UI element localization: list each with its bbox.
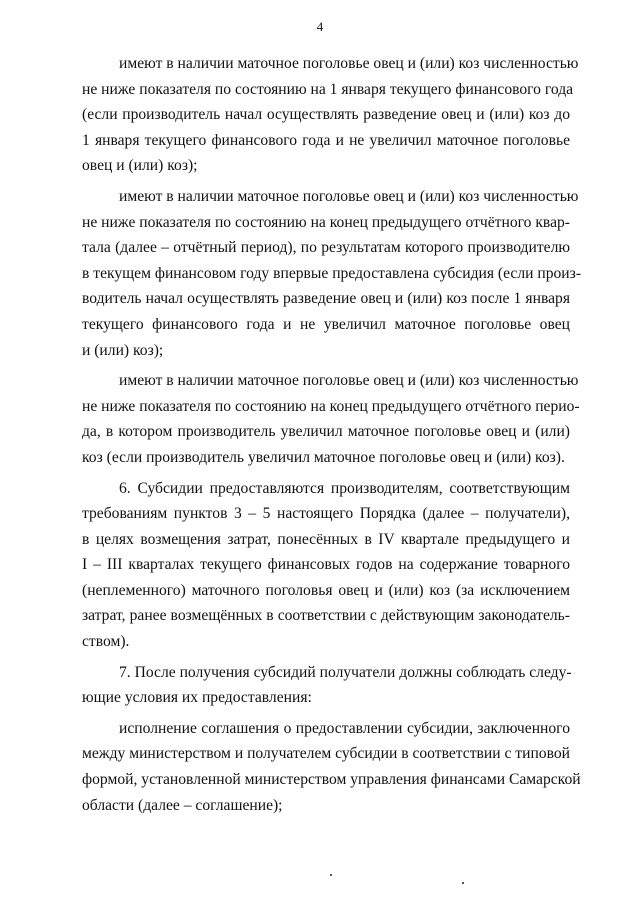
paragraph (82, 660, 570, 711)
text-line: между министерством и получателем субсидии в соответствии с типовой (82, 745, 570, 763)
text-line: не ниже показателя по состоянию на конец предыдущего отчётного перио- (82, 397, 580, 415)
text-line: формой, установленной министерством управления финансами Самарской (82, 771, 581, 789)
page-number: 4 (316, 19, 324, 34)
text-line: требованиям пунктов 3 – 5 настоящего Порядка (далее – получатели), (82, 505, 570, 523)
text-line: ющие условия их предоставления: (82, 689, 312, 707)
text-line: 7. После получения субсидий получатели должны соблюдать следу- (119, 663, 572, 681)
text-line: не ниже показателя по состоянию на 1 января текущего финансового года (82, 80, 574, 98)
text-line: текущего финансового года и не увеличил маточное поголовье овец (82, 315, 570, 333)
scan-artifact-dot (462, 882, 464, 884)
text-line: I – III кварталах текущего финансовых годов на содержание товарного (82, 556, 570, 574)
text-line: не ниже показателя по состоянию на конец предыдущего отчётного квар- (82, 213, 570, 231)
text-line: в текущем финансовом году впервые предоставлена субсидия (если произ- (82, 264, 582, 282)
paragraph (82, 476, 570, 655)
text-line: имеют в наличии маточное поголовье овец и (или) коз численностью (119, 372, 579, 390)
text-line: затрат, ранее возмещённых в соответствии с действующим законодатель- (82, 607, 570, 625)
text-line: коз (если производитель увеличил маточное поголовье овец и (или) коз). (82, 448, 565, 466)
scan-artifact-dot (330, 874, 332, 876)
paragraph (82, 368, 580, 470)
text-line: 1 января текущего финансового года и не увеличил маточное поголовье (82, 131, 570, 149)
text-line: имеют в наличии маточное поголовье овец и (или) коз численностью (119, 55, 579, 72)
text-line: в целях возмещения затрат, понесённых в IV квартале предыдущего и (82, 530, 570, 548)
text-line: да, в котором производитель увеличил маточное поголовье овец и (или) (82, 423, 570, 441)
paragraph (82, 716, 581, 818)
text-line: тала (далее – отчётный период), по результатам которого производителю (82, 239, 570, 257)
text-line: (неплеменного) маточного поголовья овец и (или) коз (за исключением (82, 581, 570, 599)
document-body (82, 51, 582, 818)
text-line: области (далее – соглашение); (82, 796, 283, 814)
paragraph (82, 184, 582, 363)
text-line: ством). (82, 633, 130, 651)
text-line: (если производитель начал осуществлять разведение овец и (или) коз до (82, 106, 570, 124)
text-line: овец и (или) коз); (82, 157, 198, 175)
paragraph (82, 51, 579, 179)
text-line: 6. Субсидии предоставляются производителям, соответствующим (119, 479, 570, 497)
text-line: исполнение соглашения о предоставлении субсидии, заключенного (119, 719, 570, 737)
text-line: водитель начал осуществлять разведение овец и (или) коз после 1 января (82, 290, 570, 308)
text-line: и (или) коз); (82, 341, 164, 359)
text-line: имеют в наличии маточное поголовье овец и (или) коз численностью (119, 187, 579, 205)
